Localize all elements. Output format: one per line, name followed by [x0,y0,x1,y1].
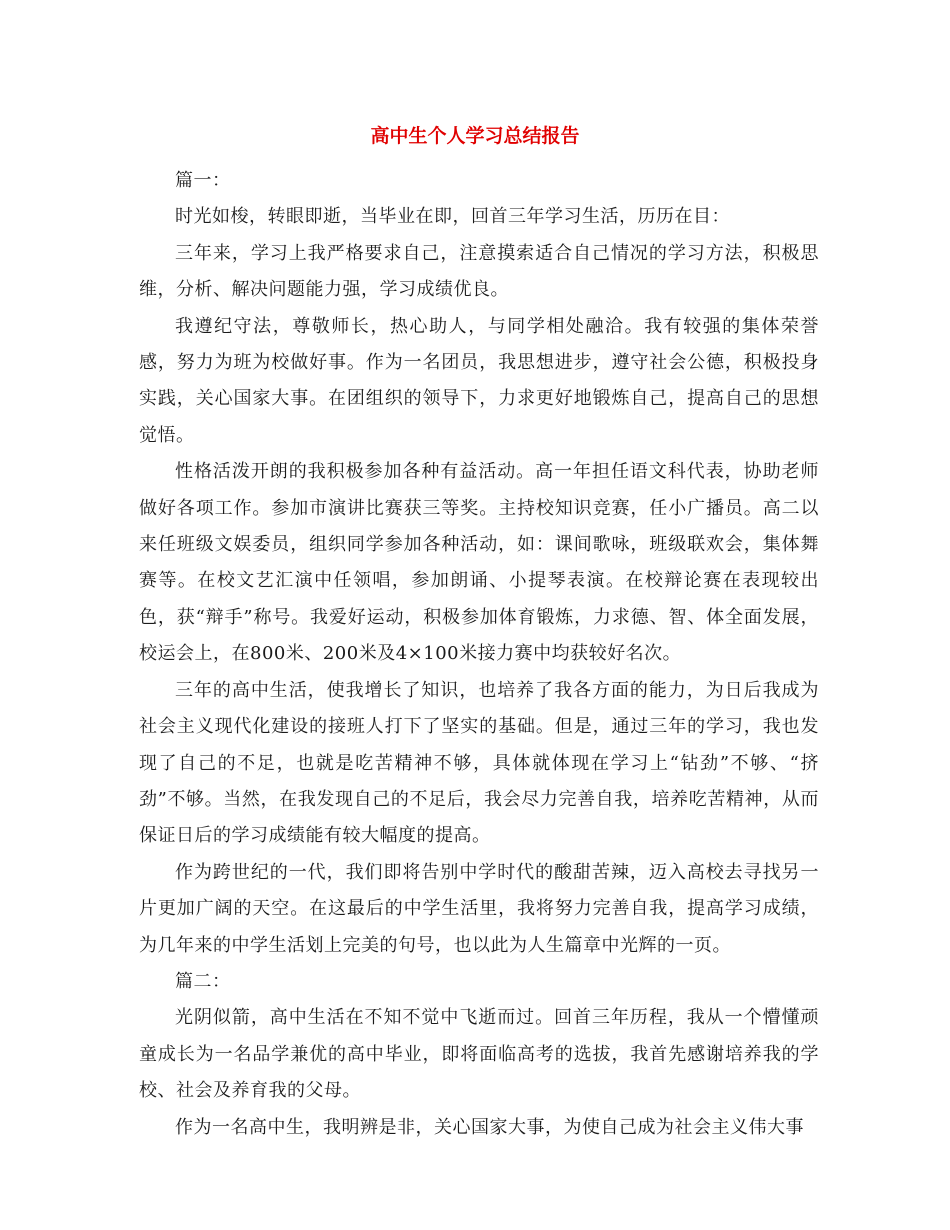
document-body [139,163,819,1146]
paragraph: 三年来，学习上我严格要求自己，注意摸索适合自己情况的学习方法，积极思维，分析、解决问题能力强，学习成绩优良。 [139,242,819,301]
paragraph: 作为跨世纪的一代，我们即将告别中学时代的酸甜苦辣，迈入高校去寻找另一片更加广阔的天空。在这最后的中学生活里，我将努力完善自我，提高学习成绩，为几年来的中学生活划上完美的句号，也以此为人生篇章中光辉的一页。 [139,861,819,956]
section-heading: 篇一： [175,170,231,191]
paragraph: 性格活泼开朗的我积极参加各种有益活动。高一年担任语文科代表，协助老师做好各项工作。参加市演讲比赛获三等奖。主持校知识竞赛，任小广播员。高二以来任班级文娱委员，组织同学参加各种活动，如：课间歌咏，班级联欢会，集体舞赛等。在校文艺汇演中任领唱，参加朗诵、小提琴表演。在校辩论赛在表现较出色，获“辩手”称号。我爱好运动，积极参加体育锻炼，力求德、智、体全面发展，校运会上，在800米、200米及4×100米接力赛中均获较好名次。 [139,461,819,665]
paragraph: 三年的高中生活，使我增长了知识，也培养了我各方面的能力，为日后我成为社会主义现代化建设的接班人打下了坚实的基础。但是，通过三年的学习，我也发现了自己的不足，也就是吃苦精神不够，具体就体现在学习上“钻劲”不够、“挤劲”不够。当然，在我发现自己的不足后，我会尽力完善自我，培养吃苦精神，从而保证日后的学习成绩能有较大幅度的提高。 [139,679,819,847]
section-heading: 篇二： [175,970,231,992]
document-title: 高中生个人学习总结报告 [370,125,580,147]
paragraph: 我遵纪守法，尊敬师长，热心助人，与同学相处融洽。我有较强的集体荣誉感，努力为班为校做好事。作为一名团员，我思想进步，遵守社会公德，积极投身实践，关心国家大事。在团组织的领导下，力求更好地锻炼自己，提高自己的思想觉悟。 [139,315,819,446]
paragraph: 光阴似箭，高中生活在不知不觉中飞逝而过。回首三年历程，我从一个懵懂顽童成长为一名品学兼优的高中毕业，即将面临高考的选拔，我首先感谢培养我的学校、社会及养育我的父母。 [139,1007,819,1102]
paragraph: 时光如梭，转眼即逝，当毕业在即，回首三年学习生活，历历在目： [175,206,730,228]
paragraph: 作为一名高中生，我明辨是非，关心国家大事，为使自己成为社会主义伟大事 [175,1116,804,1138]
